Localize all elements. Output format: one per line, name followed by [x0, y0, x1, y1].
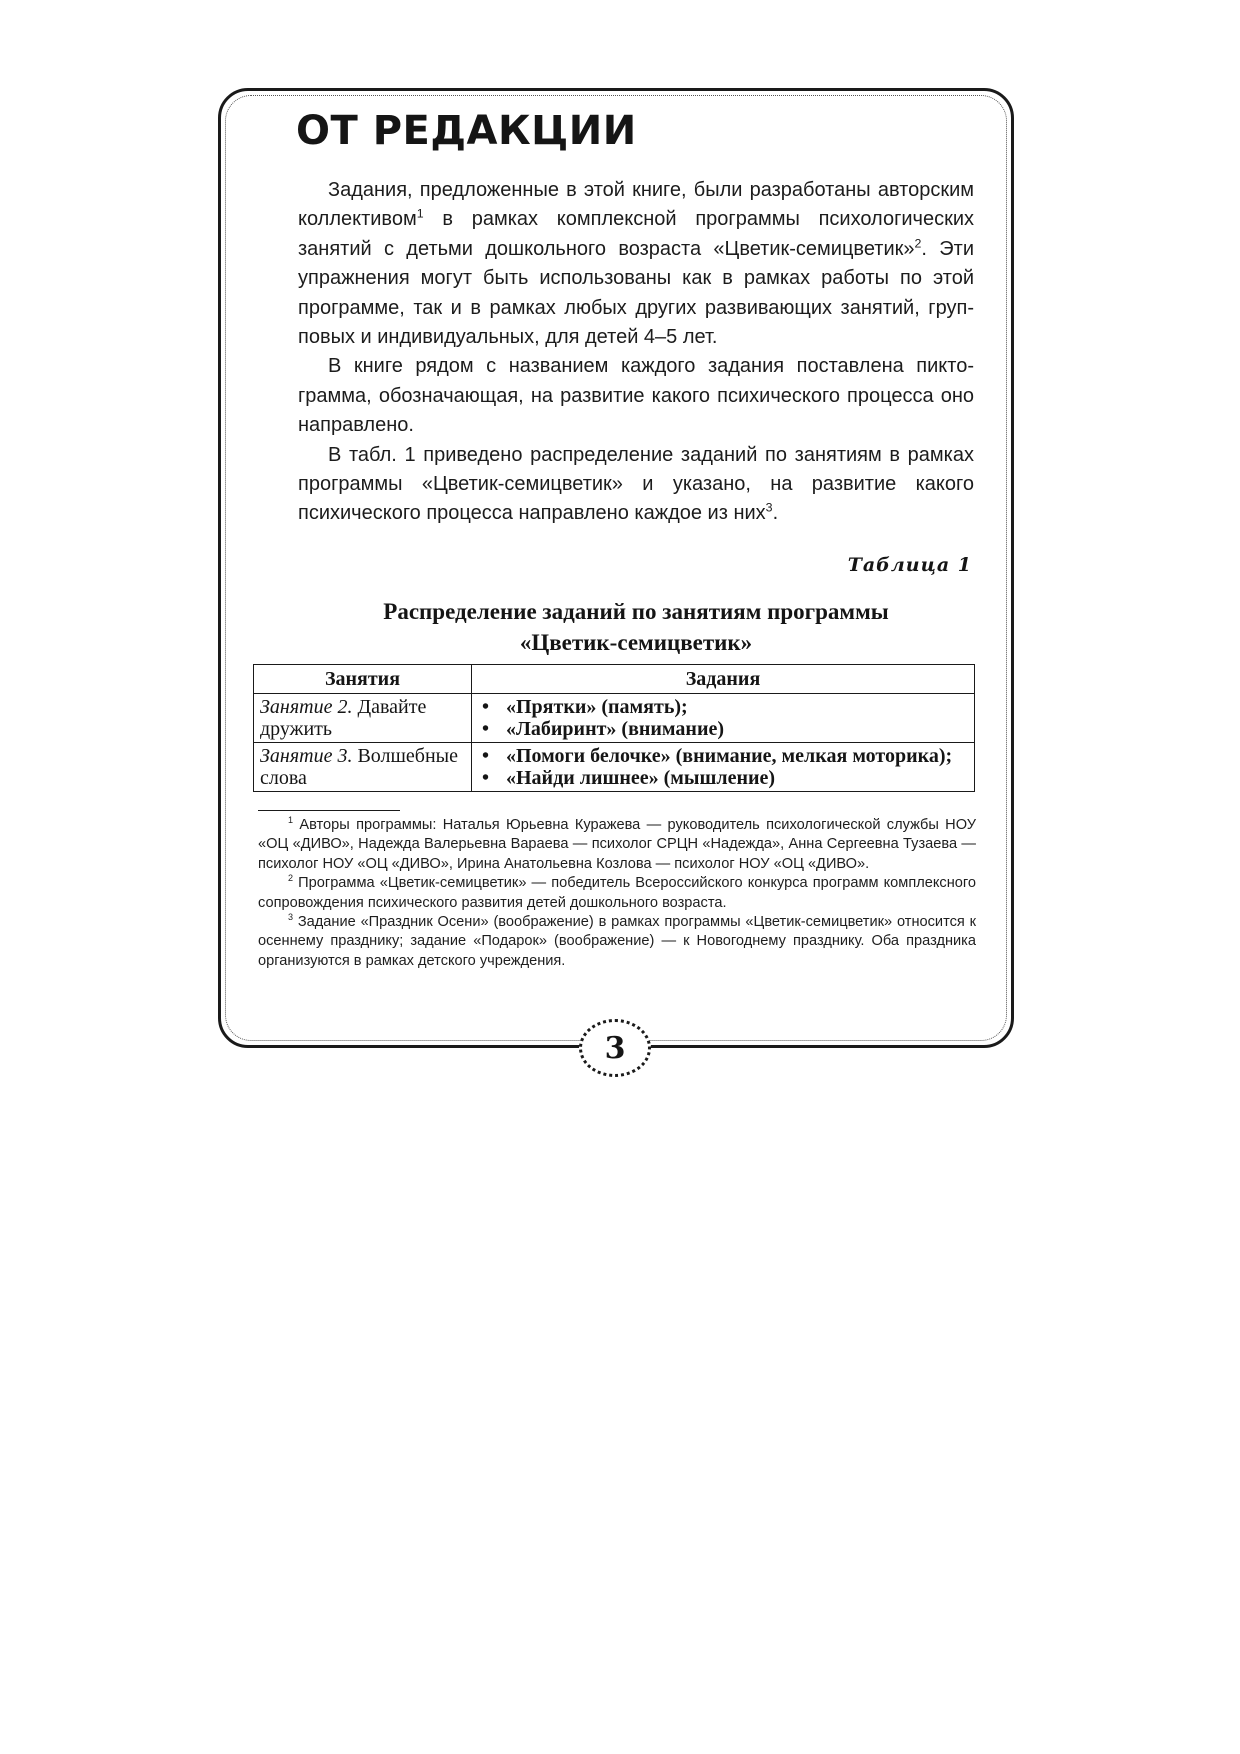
task-item: • «Прятки» (память); [478, 696, 968, 718]
task-item: • «Лабиринт» (внимание) [478, 718, 968, 740]
footnote-3: $^3$ Задание «Праздник Осени» (воображение) в рамках программы «Цветик-семицветик» относится к осеннему празднику; задание «Подарок» (воображение) — к Новогоднему празднику. Оба праздника организуются в рамках детского учреждения. [258, 912, 976, 969]
lesson-name: Волшебные слова [260, 745, 458, 789]
footnote-1: $^1$ Авторы программы: Наталья Юрьевна Куражева — руководитель психологической службы НОУ «ОЦ «ДИВО», Надежда Валерьевна Вараева — психолог СРЦН «Надежда», Анна Сергеевна Тузаева — психолог НОУ «ОЦ «ДИВО», Ирина Анатольевна Козлова — психолог НОУ «ОЦ «ДИВО». [258, 815, 976, 872]
table-title [298, 596, 974, 658]
page-number-badge [579, 1019, 651, 1077]
footnote-divider [258, 810, 400, 811]
footnote-ref-3[interactable]: 3 [765, 500, 773, 515]
task-item: • «Найди лишнее» (мышление) [478, 767, 968, 789]
paragraph-1: Задания, предложенные в этой книге, были разработаны авторским коллективом$^1$ в рамках комплексной программы психологических занятий с детьми дошкольного возраста «Цветик-семицветик»$^2$. Эти упражнения могут быть использованы как в рамках работы по этой программе, так и в рамках любых других развивающих занятий, групповых и индивидуальных, для детей 4–5 лет. [298, 179, 974, 349]
footnote-ref-2[interactable]: 2 [914, 236, 922, 251]
lesson-label: Занятие 2. [260, 696, 353, 718]
page-number: 3 [604, 1030, 626, 1066]
paragraph-2: В книге рядом с названием каждого задания поставлена пиктограмма, обозначающая, на развитие какого психического процесса оно направлено. [298, 355, 974, 437]
tasks-table [253, 664, 975, 792]
page-title: ОТ РЕДАКЦИИ [296, 108, 637, 154]
table-row [254, 694, 975, 743]
table-title-line-2: «Цветик-семицветик» [519, 630, 753, 655]
tasks-cell [472, 743, 975, 792]
intro-text [298, 176, 974, 529]
lesson-cell [254, 743, 472, 792]
footnote-number: 3 [288, 912, 294, 923]
task-item: • «Помоги белочке» (внимание, мелкая моторика); [478, 745, 968, 767]
column-header-lessons: Занятия [254, 665, 472, 694]
paragraph-3: В табл. 1 приведено распределение заданий по занятиям в рамках программы «Цветик-семицветик» и указано, на развитие какого психического процесса направлено каждое из них$^3$. [298, 443, 974, 525]
lesson-cell [254, 694, 472, 743]
footnote-number: 2 [288, 873, 294, 884]
table-title-line-1: Распределение заданий по занятиям программы [383, 599, 889, 624]
footnote-ref-1[interactable]: 1 [416, 206, 424, 221]
tasks-cell [472, 694, 975, 743]
table-row [254, 743, 975, 792]
table-label: Таблица 1 [847, 554, 972, 576]
table-header-row [254, 665, 975, 694]
lesson-label: Занятие 3. [260, 745, 353, 767]
footnote-2: $^2$ Программа «Цветик-семицветик» — победитель Всероссийского конкурса программ комплексного сопровождения психического развития детей дошкольного возраста. [258, 873, 976, 911]
lesson-name: Давайте дружить [260, 696, 427, 740]
footnote-number: 1 [288, 815, 294, 826]
column-header-tasks: Задания [472, 665, 975, 694]
footnotes [258, 816, 976, 971]
